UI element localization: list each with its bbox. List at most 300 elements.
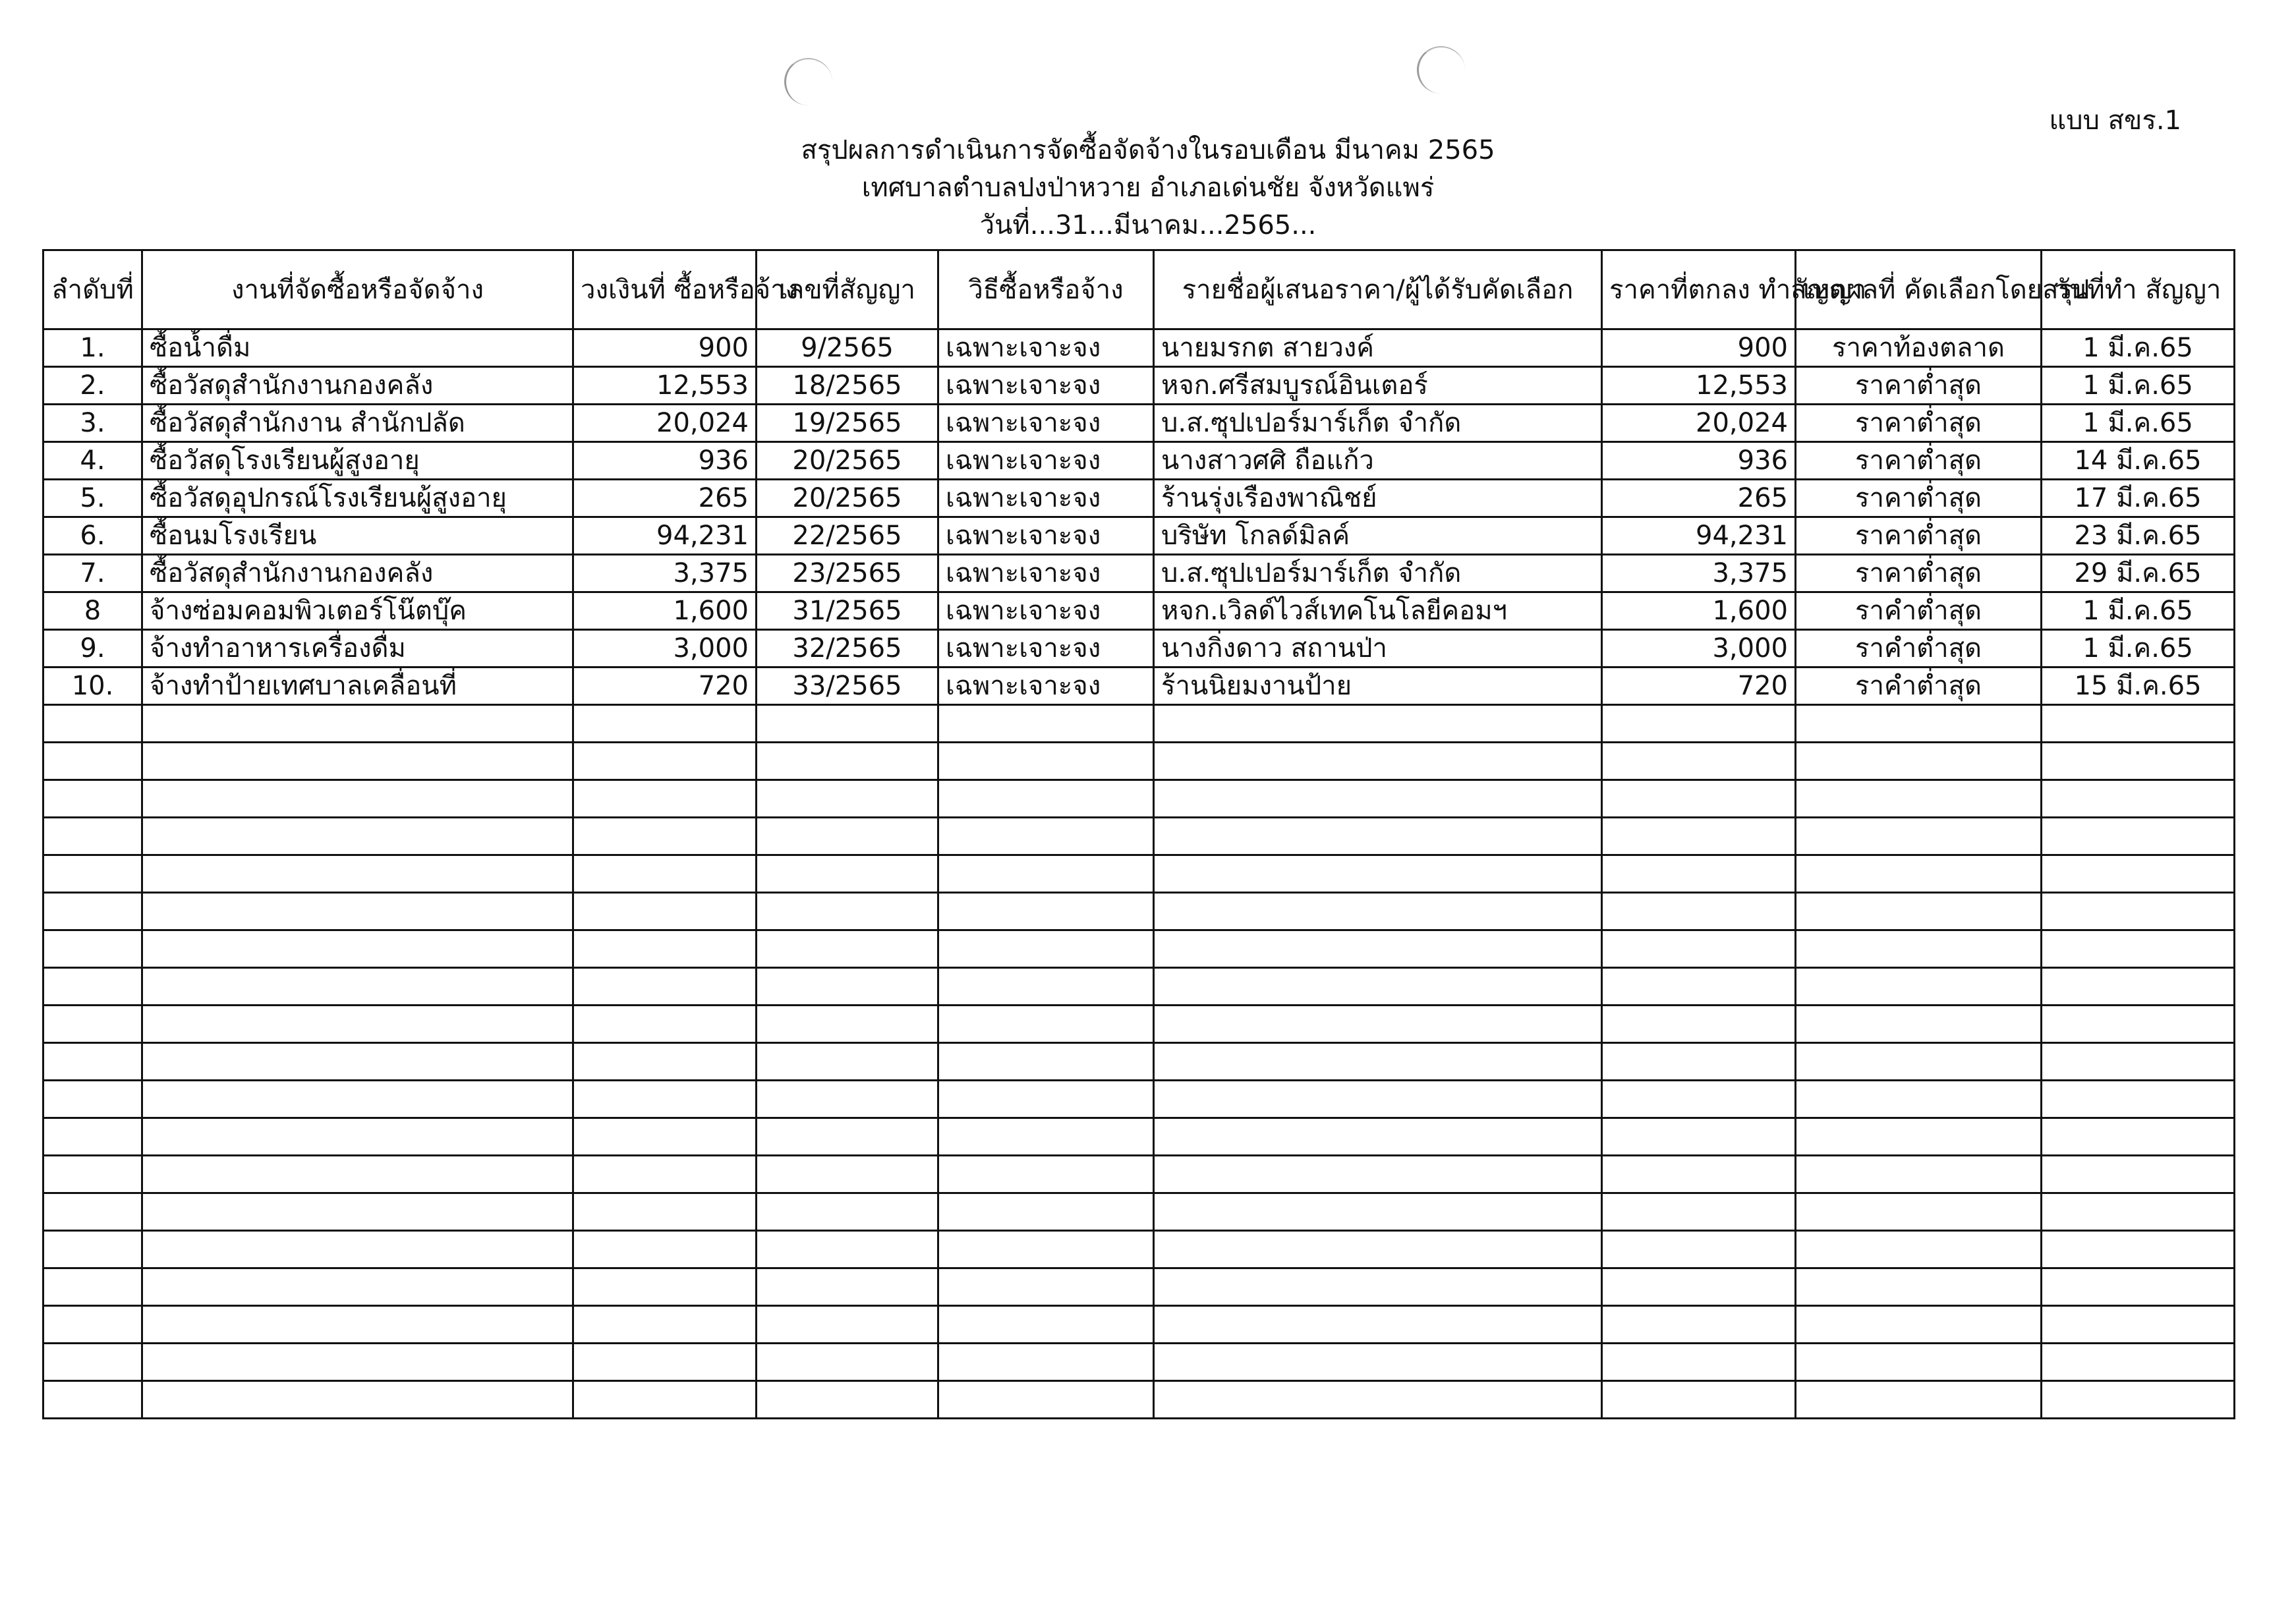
blank-table-row [43,1268,2235,1306]
table-row [43,517,2235,555]
cell-seq: 2. [43,367,142,405]
cell-contract-date [2042,1231,2235,1268]
cell-item: ซื้อวัสดุโรงเรียนผู้สูงอายุ [142,442,573,480]
cell-vendor [1154,1043,1602,1081]
cell-budget: 936 [573,442,757,480]
cell-seq [43,1081,142,1118]
cell-seq [43,855,142,893]
cell-item [142,1006,573,1043]
cell-contract-no [757,1118,938,1156]
cell-method [938,1268,1154,1306]
cell-agreed-price [1602,1231,1796,1268]
cell-item [142,705,573,743]
cell-reason: ราคาต่ำสุด [1796,480,2042,517]
cell-seq [43,1156,142,1193]
col-header-budget: วงเงินที่ ซื้อหรือจ้าง [573,250,757,329]
cell-method [938,1156,1154,1193]
blank-table-row [43,705,2235,743]
cell-contract-date: 29 มี.ค.65 [2042,555,2235,592]
cell-budget: 720 [573,667,757,705]
cell-reason [1796,1306,2042,1344]
cell-seq [43,1268,142,1306]
cell-reason: ราคาท้องตลาด [1796,329,2042,367]
cell-item [142,1268,573,1306]
cell-seq [43,743,142,780]
cell-contract-date [2042,930,2235,968]
cell-budget: 3,375 [573,555,757,592]
procurement-table [42,249,2235,1419]
cell-agreed-price: 720 [1602,667,1796,705]
blank-table-row [43,930,2235,968]
cell-reason [1796,1081,2042,1118]
cell-method [938,1306,1154,1344]
cell-budget [573,855,757,893]
cell-budget [573,1081,757,1118]
cell-contract-no: 32/2565 [757,630,938,667]
cell-item [142,893,573,930]
cell-seq: 10. [43,667,142,705]
cell-budget [573,1006,757,1043]
cell-contract-no [757,1268,938,1306]
cell-vendor [1154,818,1602,855]
cell-contract-date: 1 มี.ค.65 [2042,630,2235,667]
cell-seq [43,930,142,968]
cell-agreed-price: 265 [1602,480,1796,517]
cell-method [938,855,1154,893]
cell-reason: ราคำต่ำสุด [1796,667,2042,705]
cell-vendor [1154,968,1602,1006]
cell-item [142,1381,573,1419]
cell-budget: 94,231 [573,517,757,555]
cell-method: เฉพาะเจาะจง [938,329,1154,367]
cell-vendor: บ.ส.ซุปเปอร์มาร์เก็ต จำกัด [1154,405,1602,442]
cell-contract-date: 1 มี.ค.65 [2042,592,2235,630]
cell-agreed-price [1602,968,1796,1006]
cell-budget: 1,600 [573,592,757,630]
blank-table-row [43,893,2235,930]
cell-contract-date: 14 มี.ค.65 [2042,442,2235,480]
cell-agreed-price: 3,000 [1602,630,1796,667]
cell-seq [43,1006,142,1043]
cell-item: ซื้อวัสดุสำนักงาน สำนักปลัด [142,405,573,442]
cell-method: เฉพาะเจาะจง [938,367,1154,405]
cell-vendor [1154,1268,1602,1306]
col-header-contract-date: วันที่ทำ สัญญา [2042,250,2235,329]
table-row [43,442,2235,480]
cell-agreed-price [1602,1006,1796,1043]
cell-budget [573,893,757,930]
cell-budget [573,1043,757,1081]
cell-contract-no [757,1006,938,1043]
blank-table-row [43,1381,2235,1419]
table-row [43,555,2235,592]
cell-method: เฉพาะเจาะจง [938,592,1154,630]
cell-item [142,968,573,1006]
cell-contract-date: 15 มี.ค.65 [2042,667,2235,705]
cell-contract-no: 20/2565 [757,480,938,517]
cell-item [142,1043,573,1081]
cell-contract-no: 22/2565 [757,517,938,555]
col-header-seq: ลำดับที่ [43,250,142,329]
cell-item: จ้างซ่อมคอมพิวเตอร์โน๊ตบุ๊ค [142,592,573,630]
table-row [43,329,2235,367]
table-row [43,630,2235,667]
cell-budget: 265 [573,480,757,517]
cell-agreed-price [1602,1043,1796,1081]
cell-contract-no: 33/2565 [757,667,938,705]
punch-hole-mark [784,58,832,105]
cell-contract-no [757,1344,938,1381]
cell-contract-date: 1 มี.ค.65 [2042,405,2235,442]
cell-contract-no: 31/2565 [757,592,938,630]
cell-budget [573,705,757,743]
cell-budget: 3,000 [573,630,757,667]
cell-method [938,1118,1154,1156]
cell-seq [43,1231,142,1268]
cell-contract-no: 18/2565 [757,367,938,405]
cell-contract-date [2042,743,2235,780]
cell-seq [43,1193,142,1231]
cell-item: ซื้อนมโรงเรียน [142,517,573,555]
cell-seq [43,818,142,855]
cell-agreed-price: 12,553 [1602,367,1796,405]
cell-contract-no [757,705,938,743]
cell-budget [573,1306,757,1344]
cell-vendor [1154,1118,1602,1156]
cell-contract-date [2042,855,2235,893]
cell-contract-no [757,1156,938,1193]
table-row [43,480,2235,517]
header-date: วันที่...31...มีนาคม...2565... [979,210,1317,241]
cell-contract-date [2042,1006,2235,1043]
cell-method [938,1381,1154,1419]
cell-vendor: บ.ส.ซุปเปอร์มาร์เก็ต จำกัด [1154,555,1602,592]
cell-contract-date [2042,968,2235,1006]
cell-method [938,1006,1154,1043]
cell-method [938,1193,1154,1231]
cell-vendor [1154,855,1602,893]
cell-contract-date [2042,1081,2235,1118]
cell-vendor [1154,1006,1602,1043]
cell-method [938,705,1154,743]
cell-item: ซื้อน้ำดื่ม [142,329,573,367]
header-title: สรุปผลการดำเนินการจัดซื้อจัดจ้างในรอบเดือน มีนาคม 2565 [801,135,1495,165]
cell-method [938,1043,1154,1081]
cell-reason: ราคำต่ำสุด [1796,630,2042,667]
cell-vendor [1154,893,1602,930]
cell-item [142,1118,573,1156]
cell-contract-no [757,780,938,818]
cell-contract-no [757,1306,938,1344]
cell-reason [1796,818,2042,855]
cell-item [142,818,573,855]
cell-method: เฉพาะเจาะจง [938,480,1154,517]
cell-method [938,930,1154,968]
table-row [43,667,2235,705]
cell-item [142,855,573,893]
cell-agreed-price [1602,1306,1796,1344]
cell-vendor [1154,780,1602,818]
cell-contract-date [2042,705,2235,743]
cell-budget [573,818,757,855]
cell-reason [1796,1344,2042,1381]
col-header-method: วิธีซื้อหรือจ้าง [938,250,1154,329]
table-row [43,367,2235,405]
cell-vendor: ร้านนิยมงานป้าย [1154,667,1602,705]
cell-contract-date [2042,780,2235,818]
blank-table-row [43,968,2235,1006]
blank-table-row [43,1193,2235,1231]
cell-seq: 1. [43,329,142,367]
cell-seq: 8 [43,592,142,630]
blank-table-row [43,743,2235,780]
cell-reason [1796,1006,2042,1043]
cell-contract-no [757,1043,938,1081]
cell-contract-date [2042,1156,2235,1193]
cell-contract-date [2042,1043,2235,1081]
cell-seq [43,1381,142,1419]
cell-vendor [1154,1156,1602,1193]
cell-vendor [1154,1381,1602,1419]
cell-reason [1796,1156,2042,1193]
cell-vendor [1154,705,1602,743]
cell-reason: ราคาต่ำสุด [1796,367,2042,405]
form-code: แบบ สขร.1 [2049,105,2181,136]
cell-seq [43,1118,142,1156]
blank-table-row [43,1231,2235,1268]
cell-contract-no: 23/2565 [757,555,938,592]
cell-reason [1796,1268,2042,1306]
cell-seq [43,893,142,930]
cell-reason [1796,705,2042,743]
header-organization: เทศบาลตำบลปงป่าหวาย อำเภอเด่นชัย จังหวัดแพร่ [861,173,1435,203]
cell-agreed-price [1602,1156,1796,1193]
cell-agreed-price [1602,1344,1796,1381]
cell-contract-date [2042,1193,2235,1231]
cell-vendor: บริษัท โกลด์มิลค์ [1154,517,1602,555]
cell-seq: 4. [43,442,142,480]
cell-vendor [1154,1344,1602,1381]
cell-agreed-price [1602,893,1796,930]
cell-contract-no [757,1381,938,1419]
cell-reason [1796,893,2042,930]
cell-contract-date: 17 มี.ค.65 [2042,480,2235,517]
cell-seq [43,968,142,1006]
cell-contract-no [757,855,938,893]
cell-seq: 9. [43,630,142,667]
cell-vendor: ร้านรุ่งเรืองพาณิชย์ [1154,480,1602,517]
cell-agreed-price: 20,024 [1602,405,1796,442]
cell-vendor: นางสาวศศิ ถือแก้ว [1154,442,1602,480]
cell-method [938,893,1154,930]
cell-seq [43,780,142,818]
cell-reason [1796,930,2042,968]
cell-contract-no [757,818,938,855]
cell-method [938,1344,1154,1381]
cell-reason: ราคาต่ำสุด [1796,442,2042,480]
cell-seq [43,1344,142,1381]
cell-agreed-price [1602,1268,1796,1306]
cell-agreed-price: 94,231 [1602,517,1796,555]
cell-item [142,743,573,780]
cell-seq [43,705,142,743]
blank-table-row [43,1344,2235,1381]
cell-reason [1796,743,2042,780]
cell-contract-date [2042,1118,2235,1156]
cell-budget [573,1231,757,1268]
blank-table-row [43,1306,2235,1344]
cell-item [142,1231,573,1268]
col-header-contract-no: เลขที่สัญญา [757,250,938,329]
cell-vendor [1154,1306,1602,1344]
cell-vendor [1154,1231,1602,1268]
cell-reason [1796,1231,2042,1268]
cell-seq: 5. [43,480,142,517]
cell-budget: 900 [573,329,757,367]
cell-item [142,1156,573,1193]
cell-contract-no [757,893,938,930]
cell-item: ซื้อวัสดุสำนักงานกองคลัง [142,367,573,405]
cell-contract-date [2042,893,2235,930]
cell-method [938,818,1154,855]
cell-item: จ้างทำป้ายเทศบาลเคลื่อนที่ [142,667,573,705]
cell-item: ซื้อวัสดุสำนักงานกองคลัง [142,555,573,592]
cell-method: เฉพาะเจาะจง [938,555,1154,592]
cell-contract-date [2042,818,2235,855]
blank-table-row [43,1081,2235,1118]
cell-budget [573,930,757,968]
cell-contract-date [2042,1268,2235,1306]
cell-agreed-price [1602,1381,1796,1419]
cell-contract-no: 19/2565 [757,405,938,442]
cell-method: เฉพาะเจาะจง [938,517,1154,555]
cell-contract-date [2042,1381,2235,1419]
cell-agreed-price [1602,705,1796,743]
cell-method [938,1081,1154,1118]
cell-item [142,1081,573,1118]
cell-agreed-price: 3,375 [1602,555,1796,592]
cell-reason [1796,968,2042,1006]
cell-budget: 12,553 [573,367,757,405]
blank-table-row [43,1156,2235,1193]
cell-seq [43,1043,142,1081]
cell-reason [1796,1381,2042,1419]
cell-item: ซื้อวัสดุอุปกรณ์โรงเรียนผู้สูงอายุ [142,480,573,517]
cell-budget [573,1381,757,1419]
table-header-row [43,250,2235,329]
cell-method [938,968,1154,1006]
cell-seq [43,1306,142,1344]
cell-contract-no [757,1231,938,1268]
cell-method [938,1231,1154,1268]
cell-budget [573,743,757,780]
cell-reason: ราคาต่ำสุด [1796,405,2042,442]
cell-budget [573,1156,757,1193]
cell-vendor: นายมรกต สายวงค์ [1154,329,1602,367]
blank-table-row [43,818,2235,855]
cell-vendor: หจก.เวิลด์ไวส์เทคโนโลยีคอมฯ [1154,592,1602,630]
cell-method [938,743,1154,780]
col-header-reason: เหตุผลที่ คัดเลือกโดยสรุป [1796,250,2042,329]
cell-budget [573,1344,757,1381]
cell-agreed-price: 900 [1602,329,1796,367]
cell-agreed-price [1602,855,1796,893]
cell-contract-no [757,930,938,968]
cell-item [142,780,573,818]
cell-budget: 20,024 [573,405,757,442]
cell-item [142,1306,573,1344]
cell-contract-no: 20/2565 [757,442,938,480]
cell-contract-date [2042,1306,2235,1344]
cell-reason: ราคาต่ำสุด [1796,555,2042,592]
col-header-vendor: รายชื่อผู้เสนอราคา/ผู้ได้รับคัดเลือก [1154,250,1602,329]
cell-budget [573,1268,757,1306]
blank-table-row [43,1118,2235,1156]
cell-budget [573,968,757,1006]
cell-reason [1796,1043,2042,1081]
cell-item [142,1193,573,1231]
cell-item [142,1344,573,1381]
document-header [0,132,2296,244]
cell-agreed-price: 1,600 [1602,592,1796,630]
cell-contract-no [757,1081,938,1118]
cell-vendor [1154,1081,1602,1118]
cell-contract-no [757,1193,938,1231]
cell-reason [1796,855,2042,893]
cell-seq: 7. [43,555,142,592]
blank-table-row [43,855,2235,893]
cell-agreed-price [1602,818,1796,855]
cell-agreed-price: 936 [1602,442,1796,480]
cell-vendor [1154,930,1602,968]
punch-hole-mark [1417,46,1465,94]
cell-reason: ราคำต่ำสุด [1796,592,2042,630]
cell-contract-no [757,743,938,780]
cell-vendor: หจก.ศรีสมบูรณ์อินเตอร์ [1154,367,1602,405]
cell-reason [1796,1193,2042,1231]
cell-agreed-price [1602,780,1796,818]
blank-table-row [43,1043,2235,1081]
cell-agreed-price [1602,743,1796,780]
table-row [43,592,2235,630]
cell-vendor [1154,743,1602,780]
cell-method: เฉพาะเจาะจง [938,405,1154,442]
cell-agreed-price [1602,1081,1796,1118]
cell-contract-no: 9/2565 [757,329,938,367]
cell-method: เฉพาะเจาะจง [938,667,1154,705]
table-row [43,405,2235,442]
cell-contract-date: 1 มี.ค.65 [2042,329,2235,367]
cell-contract-date [2042,1344,2235,1381]
cell-seq: 3. [43,405,142,442]
col-header-agreed-price: ราคาที่ตกลง ทำสัญญา [1602,250,1796,329]
cell-agreed-price [1602,1118,1796,1156]
cell-contract-date: 1 มี.ค.65 [2042,367,2235,405]
cell-contract-date: 23 มี.ค.65 [2042,517,2235,555]
cell-budget [573,1193,757,1231]
cell-method [938,780,1154,818]
cell-item [142,930,573,968]
blank-table-row [43,780,2235,818]
col-header-item: งานที่จัดซื้อหรือจัดจ้าง [142,250,573,329]
cell-item: จ้างทำอาหารเครื่องดื่ม [142,630,573,667]
cell-reason [1796,1118,2042,1156]
cell-budget [573,780,757,818]
cell-method: เฉพาะเจาะจง [938,630,1154,667]
cell-method: เฉพาะเจาะจง [938,442,1154,480]
cell-budget [573,1118,757,1156]
cell-seq: 6. [43,517,142,555]
